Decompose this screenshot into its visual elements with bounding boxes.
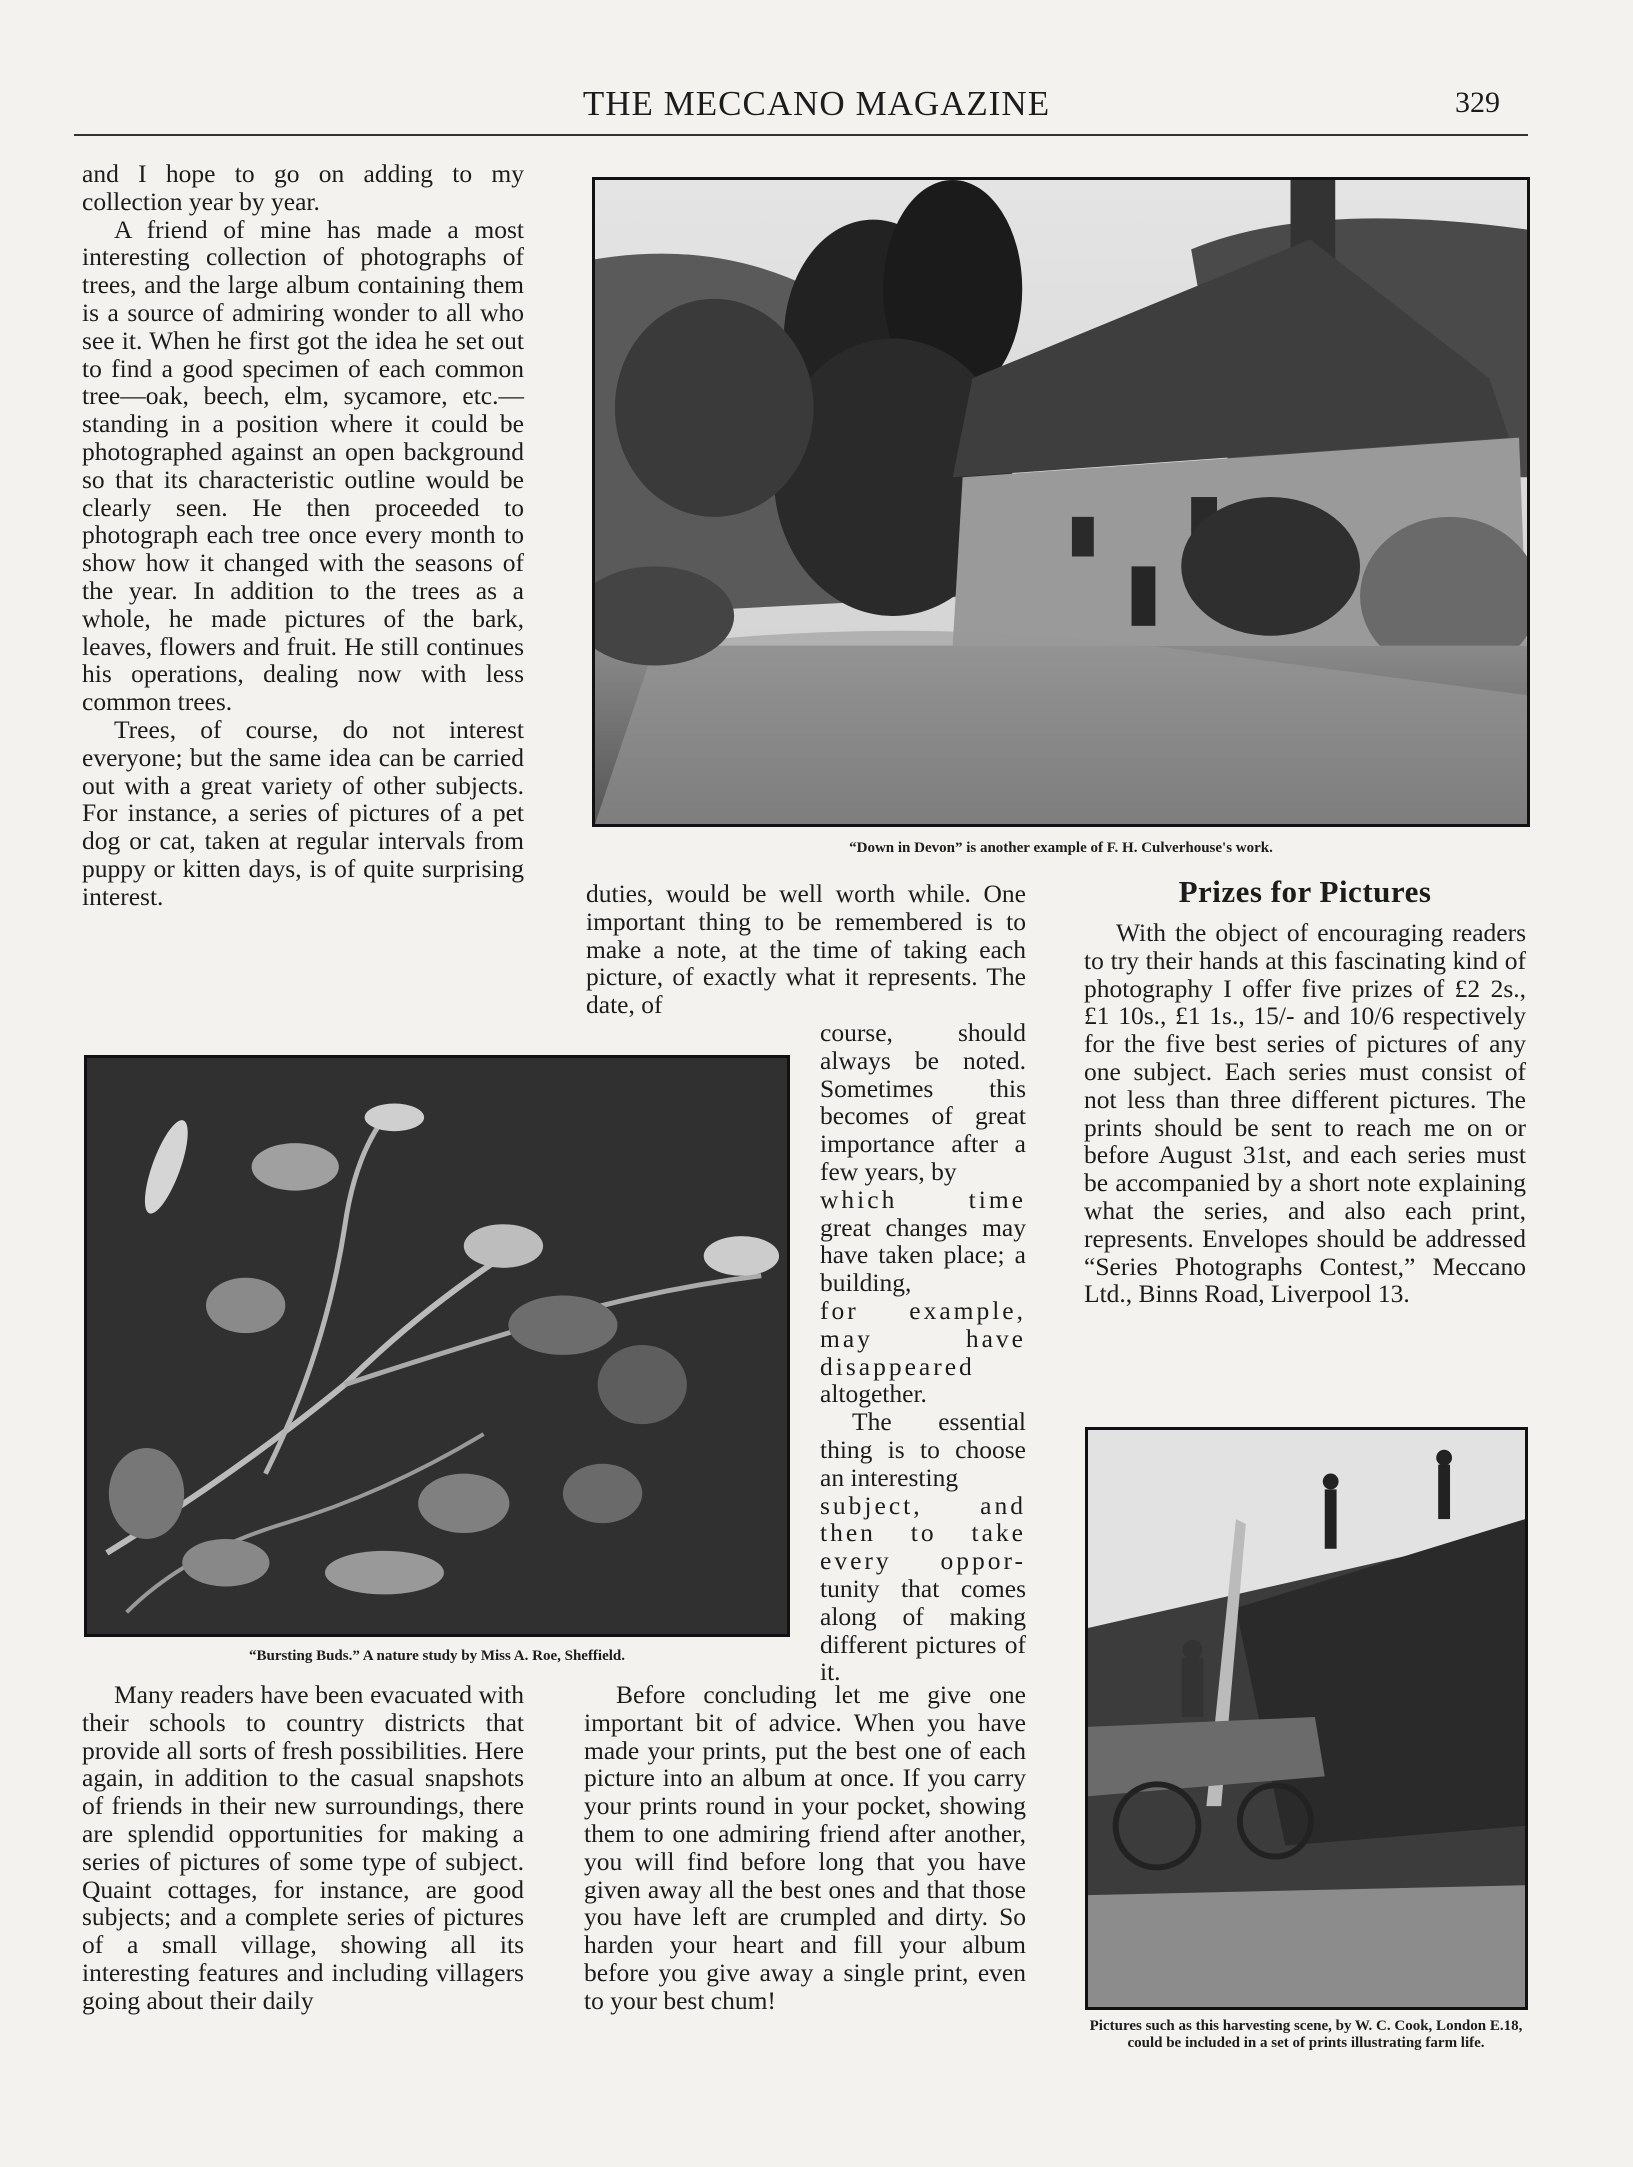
buds-photo-illustration: [87, 1058, 787, 1634]
paragraph-line: may have: [820, 1323, 1026, 1353]
prizes-body: [1084, 919, 1526, 1308]
paragraph: Before concluding let me give one important bit of advice. When you have made your prints, put the best one of each picture into an album at once. If you carry your prints round in your pocket, showing them to one admiring friend after another, you will find before long that you have given away all the best ones and that those you have left are crumpled and dirty. So harden your heart and fill your album before you give away a single print, even to your best chum!: [584, 1680, 1026, 2015]
middle-column-narrow: [820, 1019, 1026, 1686]
prizes-heading: Prizes for Pictures: [1178, 874, 1432, 909]
paragraph-line: altogether.: [820, 1379, 927, 1409]
paragraph: Many readers have been evacuated with their schools to country districts that provide all sorts of fresh possibilities. Here again, in addition to the casual snapshots of friends in their new surroundings, there are splendid opportunities for making a series of pictures of some type of subject. Quaint cottages, for instance, are good subjects; and a complete series of pictures of a small village, showing all its interesting features and including villagers going about their daily: [82, 1680, 524, 2015]
photo-bursting-buds: [84, 1055, 790, 1637]
paragraph: tunity that comes along of making different pictures of it.: [820, 1573, 1026, 1687]
photo-harvesting-scene: [1085, 1427, 1528, 2010]
paragraph: course, should always be noted. Sometimes this becomes of great importance after a few years, by: [820, 1018, 1026, 1186]
paragraph-line: subject, and: [820, 1490, 1026, 1520]
photo-down-in-devon: [592, 177, 1530, 827]
header-rule: [74, 134, 1528, 136]
paragraph: great changes may have taken place; a building,: [820, 1212, 1026, 1298]
page-number: 329: [1455, 86, 1500, 119]
paragraph: and I hope to go on adding to my collection year by year.: [82, 159, 524, 216]
paragraph-line: every oppor-: [820, 1546, 1026, 1576]
paragraph-line: disappeared: [820, 1351, 975, 1381]
paragraph: A friend of mine has made a most interesting collection of photographs of trees, and the large album containing them is a source of admiring wonder to all who see it. When he first got the idea he set out to find a good specimen of each common tree—oak, beech, elm, sycamore, etc.—standing in a position where it could be photographed against an open background so that its characteristic outline would be clearly seen. He then proceeded to photograph each tree once every month to show how it changed with the seasons of the year. In addition to the trees as a whole, he made pictures of the bark, leaves, flowers and fruit. He still continues his operations, dealing now with less common trees.: [82, 214, 524, 717]
paragraph-line: then to take: [820, 1518, 1026, 1548]
harvest-photo-illustration: [1088, 1430, 1525, 2007]
middle-column-top: [586, 880, 1026, 1019]
paragraph: Trees, of course, do not interest everyone; but the same idea can be carried out with a great variety of other subjects. For instance, a series of pictures of a pet dog or cat, taken at regular intervals from puppy or kitten days, is of quite surprising interest.: [82, 714, 524, 911]
page-header-title: THE MECCANO MAGAZINE: [582, 84, 1051, 123]
left-column-bottom: [82, 1681, 524, 2015]
photo-caption-harvest: Pictures such as this harvesting scene, by W. C. Cook, London E.18, could be included in a set of prints illustrating farm life.: [1089, 2018, 1523, 2051]
paragraph-line: which time: [820, 1184, 1026, 1214]
paragraph: The essential thing is to choose an interesting: [820, 1407, 1026, 1492]
left-column-top: [82, 160, 524, 911]
paragraph-line: for example,: [820, 1295, 1026, 1325]
photo-caption-devon: “Down in Devon” is another example of F. H. Culverhouse's work.: [849, 840, 1273, 856]
cottage-photo-illustration: [595, 180, 1527, 824]
paragraph: duties, would be well worth while. One important thing to be remembered is to make a note, at the time of taking each picture, of exactly what it represents. The date, of: [586, 879, 1026, 1020]
photo-caption-buds: “Bursting Buds.” A nature study by Miss A. Roe, Sheffield.: [248, 1648, 626, 1664]
paragraph: With the object of encouraging readers to try their hands at this fascinating kind of photography I offer five prizes of £2 2s., £1 10s., £1 1s., 15/- and 10/6 respectively for the five best series of pictures of any one subject. Each series must consist of not less than three different pictures. The prints should be sent to reach me on or before August 31st, and each series must be accompanied by a short note explaining what the series, and also each print, represents. Envelopes should be addressed “Series Photographs Contest,” Meccano Ltd., Binns Road, Liverpool 13.: [1084, 918, 1526, 1309]
middle-column-bottom: [584, 1681, 1026, 2015]
